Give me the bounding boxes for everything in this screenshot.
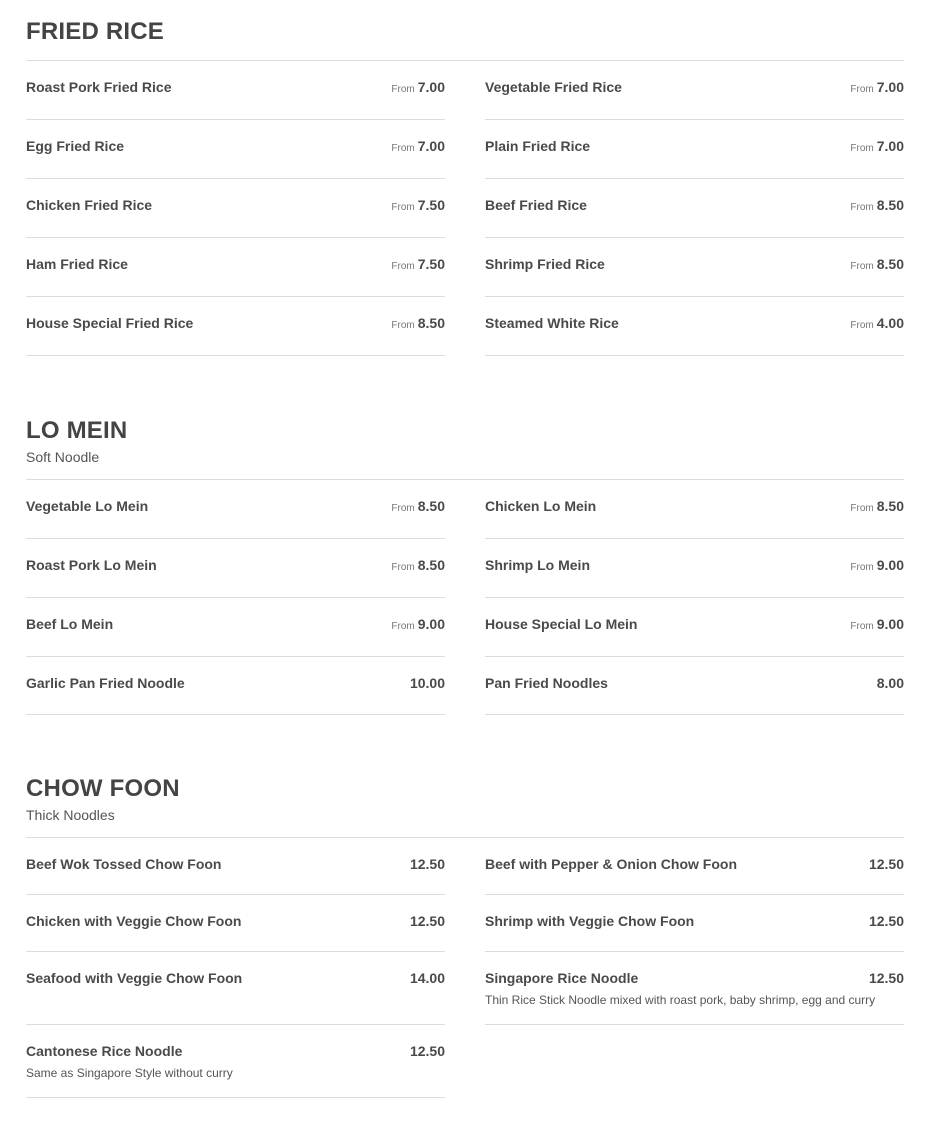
item-name: Shrimp Fried Rice <box>485 256 605 272</box>
item-price <box>850 197 904 216</box>
menu-item[interactable] <box>26 238 445 297</box>
item-price <box>850 498 904 517</box>
item-name: Plain Fried Rice <box>485 138 591 154</box>
from-label: From <box>391 84 415 95</box>
price-value: 14.00 <box>409 970 445 986</box>
item-name: Roast Pork Lo Mein <box>26 557 157 573</box>
from-label: From <box>391 320 415 331</box>
item-name: Singapore Rice Noodle <box>485 970 639 986</box>
price-value: 8.50 <box>876 197 904 213</box>
price-value: 12.50 <box>868 856 904 872</box>
item-price <box>850 79 904 98</box>
menu-item[interactable] <box>26 657 445 715</box>
item-price <box>407 1043 445 1062</box>
from-label: From <box>850 562 874 573</box>
menu-item[interactable] <box>485 539 904 598</box>
price-value: 7.50 <box>417 197 445 213</box>
item-price <box>391 197 445 216</box>
item-name: Beef Wok Tossed Chow Foon <box>26 856 222 872</box>
menu-column-left <box>26 61 445 356</box>
price-value: 8.50 <box>876 498 904 514</box>
item-name: Cantonese Rice Noodle <box>26 1043 183 1059</box>
item-price <box>391 79 445 98</box>
item-description: Thin Rice Stick Noodle mixed with roast pork, baby shrimp, egg and curry <box>485 993 876 1007</box>
item-price <box>407 913 445 932</box>
from-label: From <box>850 320 874 331</box>
price-value: 12.50 <box>409 856 445 872</box>
item-name: Egg Fried Rice <box>26 138 125 154</box>
item-name: Chicken Fried Rice <box>26 197 153 213</box>
menu-column-right <box>485 61 904 356</box>
from-label: From <box>391 261 415 272</box>
item-price <box>391 315 445 334</box>
item-name: Seafood with Veggie Chow Foon <box>26 970 243 986</box>
item-name: Roast Pork Fried Rice <box>26 79 172 95</box>
menu-item[interactable] <box>26 598 445 657</box>
item-price <box>866 856 904 875</box>
from-label: From <box>391 143 415 154</box>
menu-item[interactable] <box>485 657 904 715</box>
from-label: From <box>391 621 415 632</box>
menu-item[interactable] <box>485 598 904 657</box>
price-value: 12.50 <box>409 913 445 929</box>
price-value: 12.50 <box>409 1043 445 1059</box>
menu-column-left <box>26 480 445 715</box>
item-price <box>850 138 904 157</box>
price-value: 8.50 <box>417 315 445 331</box>
menu-column-right <box>485 480 904 715</box>
item-name: Garlic Pan Fried Noodle <box>26 675 185 691</box>
item-name: Shrimp with Veggie Chow Foon <box>485 913 695 929</box>
item-name: Beef Fried Rice <box>485 197 587 213</box>
menu-item[interactable] <box>26 952 445 1025</box>
menu-column-right <box>485 838 904 1025</box>
item-price <box>874 675 904 694</box>
item-price <box>391 498 445 517</box>
section-subtitle: Thick Noodles <box>26 807 115 823</box>
menu-item[interactable] <box>485 120 904 179</box>
menu-item[interactable] <box>26 480 445 539</box>
from-label: From <box>391 562 415 573</box>
from-label: From <box>850 261 874 272</box>
item-name: Vegetable Fried Rice <box>485 79 622 95</box>
from-label: From <box>391 202 415 213</box>
price-value: 9.00 <box>417 616 445 632</box>
price-value: 8.50 <box>417 557 445 573</box>
item-price <box>391 557 445 576</box>
from-label: From <box>850 202 874 213</box>
from-label: From <box>850 503 874 514</box>
item-name: House Special Fried Rice <box>26 315 194 331</box>
item-name: Steamed White Rice <box>485 315 619 331</box>
from-label: From <box>850 84 874 95</box>
menu-item[interactable] <box>26 179 445 238</box>
price-value: 8.50 <box>417 498 445 514</box>
item-name: Vegetable Lo Mein <box>26 498 149 514</box>
item-price <box>391 256 445 275</box>
section-lo-mein <box>26 417 904 691</box>
from-label: From <box>391 503 415 514</box>
price-value: 10.00 <box>409 675 445 691</box>
section-chow-foon <box>26 775 904 1080</box>
item-price <box>407 675 445 694</box>
item-description: Same as Singapore Style without curry <box>26 1066 233 1080</box>
menu-column-left <box>26 838 445 1098</box>
price-value: 7.00 <box>417 138 445 154</box>
price-value: 7.00 <box>876 79 904 95</box>
item-name: Pan Fried Noodles <box>485 675 608 691</box>
section-title: LO MEIN <box>26 417 128 444</box>
menu-item[interactable] <box>485 480 904 539</box>
menu-item[interactable] <box>26 1025 445 1098</box>
menu-item[interactable] <box>485 297 904 356</box>
price-value: 7.00 <box>417 79 445 95</box>
menu-item[interactable] <box>26 539 445 598</box>
from-label: From <box>850 143 874 154</box>
item-name: Chicken with Veggie Chow Foon <box>26 913 242 929</box>
item-price <box>866 913 904 932</box>
section-subtitle: Soft Noodle <box>26 449 100 465</box>
section-title: CHOW FOON <box>26 775 180 802</box>
item-price <box>407 856 445 875</box>
item-price <box>850 616 904 635</box>
item-name: Chicken Lo Mein <box>485 498 597 514</box>
menu-item[interactable] <box>485 61 904 120</box>
section-fried-rice <box>26 18 904 331</box>
price-value: 7.00 <box>876 138 904 154</box>
price-value: 9.00 <box>876 616 904 632</box>
price-value: 12.50 <box>868 913 904 929</box>
menu-item[interactable] <box>26 838 445 895</box>
item-price <box>391 138 445 157</box>
item-name: Ham Fried Rice <box>26 256 128 272</box>
item-name: Shrimp Lo Mein <box>485 557 590 573</box>
item-name: Beef with Pepper & Onion Chow Foon <box>485 856 737 872</box>
menu-item[interactable] <box>485 952 904 1025</box>
menu-item[interactable] <box>26 120 445 179</box>
price-value: 12.50 <box>868 970 904 986</box>
price-value: 9.00 <box>876 557 904 573</box>
item-price <box>850 256 904 275</box>
menu-item[interactable] <box>485 238 904 297</box>
price-value: 8.00 <box>876 675 904 691</box>
price-value: 4.00 <box>876 315 904 331</box>
item-price <box>407 970 445 989</box>
menu-item[interactable] <box>26 61 445 120</box>
menu-item[interactable] <box>26 297 445 356</box>
item-price <box>866 970 904 989</box>
menu-item[interactable] <box>26 895 445 952</box>
item-name: House Special Lo Mein <box>485 616 638 632</box>
price-value: 7.50 <box>417 256 445 272</box>
item-name: Beef Lo Mein <box>26 616 114 632</box>
from-label: From <box>850 621 874 632</box>
menu-item[interactable] <box>485 179 904 238</box>
menu-item[interactable] <box>485 895 904 952</box>
menu-item[interactable] <box>485 838 904 895</box>
item-price <box>850 557 904 576</box>
item-price <box>850 315 904 334</box>
price-value: 8.50 <box>876 256 904 272</box>
section-title: FRIED RICE <box>26 18 165 45</box>
item-price <box>391 616 445 635</box>
